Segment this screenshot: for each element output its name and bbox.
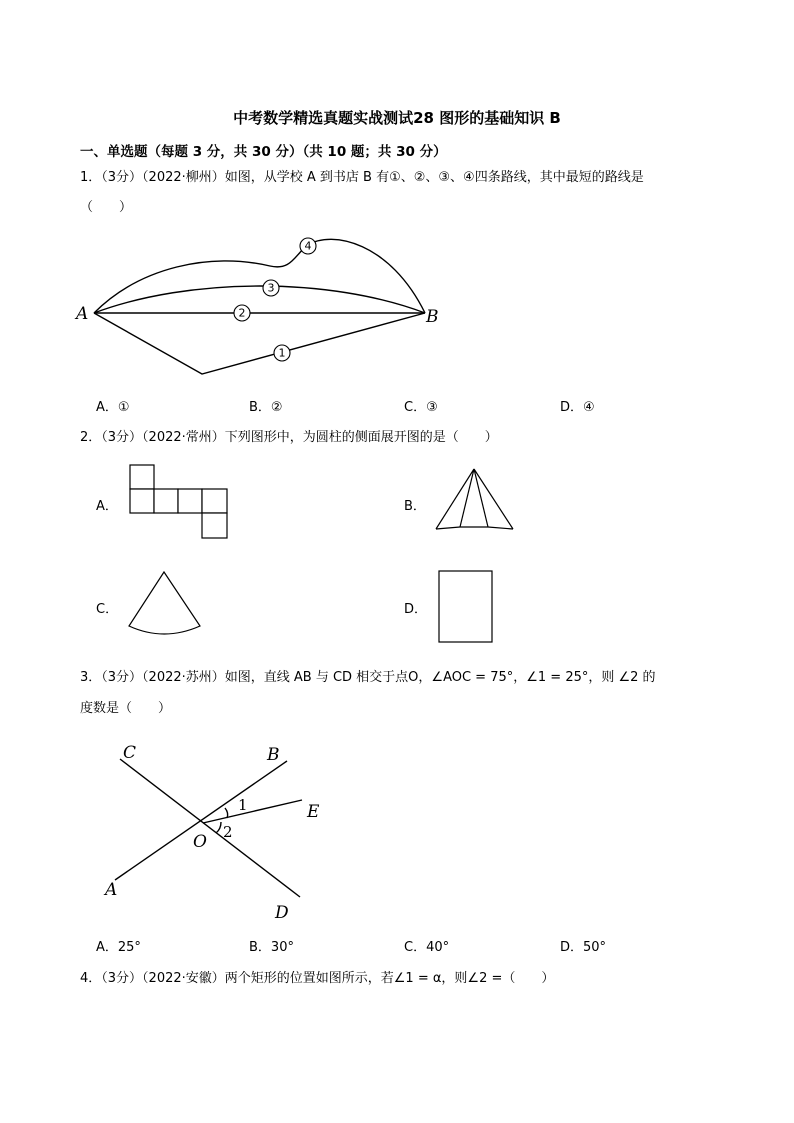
angle-1-label: 1	[238, 796, 248, 814]
question-3-figure	[95, 740, 335, 922]
q1-option-b[interactable]: B．②	[249, 400, 283, 415]
route-2-num: 2	[238, 306, 246, 320]
point-o-label: O	[193, 832, 207, 852]
question-1-figure	[70, 232, 460, 382]
q1-option-c[interactable]: C．③	[404, 400, 438, 415]
point-e-label: E	[307, 802, 320, 822]
point-c-label: C	[123, 743, 137, 763]
question-3-text: 3．（3分）（2022·苏州）如图，直线 AB 与 CD 相交于点O，∠AOC = 75°，∠1 = 25°，则 ∠2 的	[80, 670, 656, 685]
rectangle-figure	[438, 570, 494, 644]
section-heading: 一、单选题（每题 3 分，共 30 分）（共 10 题；共 30 分）	[80, 144, 447, 160]
angle-2-label: 2	[223, 823, 233, 841]
route-1	[94, 313, 425, 374]
route-3	[94, 286, 425, 313]
q2-option-a[interactable]: A．	[96, 499, 118, 514]
ray-oe	[203, 800, 302, 823]
q3-option-b[interactable]: B．30°	[249, 940, 294, 955]
route-3-num: 3	[267, 281, 275, 295]
q1-option-d[interactable]: D．④	[560, 400, 595, 415]
question-3-line2: 度数是（ ）	[80, 701, 172, 716]
page-title: 中考数学精选真题实战测试28 图形的基础知识 B	[233, 109, 561, 127]
angle-2-arc	[216, 822, 221, 833]
q2-option-c[interactable]: C．	[96, 602, 119, 617]
question-1-bracket: （ ）	[80, 200, 133, 215]
question-4-text: 4．（3分）（2022·安徽）两个矩形的位置如图所示，若∠1 = α，则∠2 =（ ）	[80, 971, 555, 986]
point-d-label: D	[275, 903, 289, 923]
route-4-num: 4	[304, 239, 312, 253]
q2-option-d[interactable]: D．	[404, 602, 428, 617]
cube-net-figure	[129, 464, 233, 542]
point-a-label: A	[105, 880, 118, 900]
q2-option-b[interactable]: B．	[404, 499, 426, 514]
angle-1-arc	[225, 808, 228, 818]
sector-figure	[126, 570, 204, 640]
question-1-text: 1．（3分）（2022·柳州）如图，从学校 A 到书店 B 有①、②、③、④四条路线，其中最短的路线是	[80, 170, 644, 185]
point-b-label: B	[426, 307, 439, 327]
route-4	[94, 239, 425, 313]
point-b-label: B	[267, 745, 280, 765]
question-2-text: 2．（3分）（2022·常州）下列图形中，为圆柱的侧面展开图的是（ ）	[80, 430, 498, 445]
q3-option-d[interactable]: D．50°	[560, 940, 607, 955]
point-a-label: A	[76, 304, 89, 324]
route-1-num: 1	[278, 346, 286, 360]
q3-option-a[interactable]: A．25°	[96, 940, 141, 955]
line-cd	[120, 759, 300, 897]
q3-option-c[interactable]: C．40°	[404, 940, 450, 955]
q1-option-a[interactable]: A．①	[96, 400, 130, 415]
pyramid-net-figure	[434, 467, 516, 531]
